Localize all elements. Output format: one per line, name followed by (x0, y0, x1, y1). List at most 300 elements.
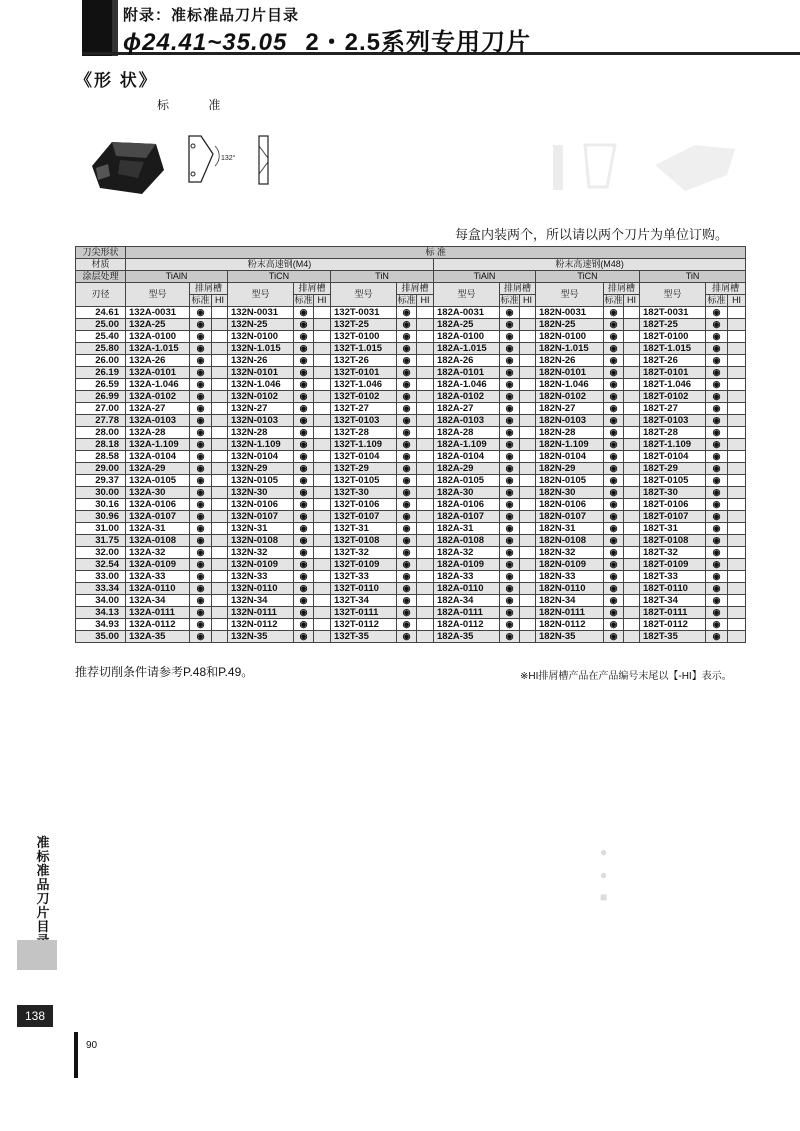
hi-mark-cell (314, 319, 331, 331)
model-cell: 182N-0103 (536, 415, 604, 427)
hi-mark-cell (520, 607, 536, 619)
model-cell: 132A-0102 (126, 391, 190, 403)
diameter-cell: 31.75 (76, 535, 126, 547)
table-row (76, 583, 746, 595)
model-cell: 182T-0105 (640, 475, 706, 487)
hi-mark-cell (520, 583, 536, 595)
hi-mark-cell (212, 439, 228, 451)
std-mark-cell: ◉ (294, 631, 314, 643)
model-cell: 182A-25 (434, 319, 500, 331)
std-mark-cell: ◉ (500, 559, 520, 571)
hi-mark-cell (728, 403, 746, 415)
std-mark-cell: ◉ (190, 619, 212, 631)
model-cell: 182N-25 (536, 319, 604, 331)
model-cell: 132N-0100 (228, 331, 294, 343)
hi-mark-cell (624, 367, 640, 379)
std-mark-cell: ◉ (604, 355, 624, 367)
hi-mark-cell (728, 475, 746, 487)
hi-mark-cell (314, 487, 331, 499)
hi-mark-cell (212, 631, 228, 643)
std-mark-cell: ◉ (604, 619, 624, 631)
hi-mark-cell (417, 631, 434, 643)
hi-mark-cell (624, 427, 640, 439)
model-cell: 182A-0105 (434, 475, 500, 487)
model-cell: 132T-35 (331, 631, 397, 643)
model-cell: 182T-31 (640, 523, 706, 535)
std-mark-cell: ◉ (500, 415, 520, 427)
hi-mark-cell (314, 355, 331, 367)
hi-mark-cell (417, 571, 434, 583)
model-cell: 132T-1.109 (331, 439, 397, 451)
model-cell: 182A-30 (434, 487, 500, 499)
hi-mark-cell (212, 391, 228, 403)
hi-mark-cell (417, 415, 434, 427)
std-mark-cell: ◉ (190, 415, 212, 427)
std-mark-cell: ◉ (397, 499, 417, 511)
standard-label: 标 准 (157, 98, 239, 112)
model-cell: 132N-31 (228, 523, 294, 535)
hi-mark-cell (624, 403, 640, 415)
model-cell: 132N-0108 (228, 535, 294, 547)
hi-mark-cell (417, 523, 434, 535)
hi-mark-cell (417, 355, 434, 367)
std-mark-cell: ◉ (294, 583, 314, 595)
hi-mark-cell (624, 415, 640, 427)
hi-mark-cell (314, 631, 331, 643)
hi-mark-cell (314, 331, 331, 343)
std-mark-cell: ◉ (294, 559, 314, 571)
std-mark-cell: ◉ (706, 583, 728, 595)
model-header: 型号 (434, 283, 500, 307)
hi-mark-cell (314, 307, 331, 319)
std-mark-cell: ◉ (604, 319, 624, 331)
hi-mark-cell (417, 475, 434, 487)
diameter-cell: 25.80 (76, 343, 126, 355)
std-mark-cell: ◉ (706, 499, 728, 511)
diameter-cell: 25.00 (76, 319, 126, 331)
hi-mark-cell (624, 307, 640, 319)
hi-mark-cell (520, 619, 536, 631)
model-cell: 182T-0107 (640, 511, 706, 523)
model-cell: 182N-28 (536, 427, 604, 439)
std-mark-cell: ◉ (294, 427, 314, 439)
model-cell: 132N-26 (228, 355, 294, 367)
model-cell: 182N-0104 (536, 451, 604, 463)
model-cell: 132A-33 (126, 571, 190, 583)
std-mark-cell: ◉ (397, 415, 417, 427)
std-mark-cell: ◉ (397, 487, 417, 499)
model-cell: 182A-26 (434, 355, 500, 367)
hi-mark-cell (520, 391, 536, 403)
hi-mark-cell (212, 403, 228, 415)
model-cell: 132T-0103 (331, 415, 397, 427)
table-row (76, 343, 746, 355)
std-mark-cell: ◉ (294, 331, 314, 343)
diameter-cell: 33.34 (76, 583, 126, 595)
std-mark-cell: ◉ (706, 511, 728, 523)
std-mark-cell: ◉ (294, 415, 314, 427)
hi-mark-cell (520, 319, 536, 331)
std-mark-cell: ◉ (397, 475, 417, 487)
std-mark-cell: ◉ (190, 307, 212, 319)
model-cell: 132A-31 (126, 523, 190, 535)
model-cell: 132T-1.046 (331, 379, 397, 391)
std-mark-cell: ◉ (500, 583, 520, 595)
std-mark-cell: ◉ (706, 607, 728, 619)
material-m48: 粉末高速钢(M48) (434, 259, 746, 271)
hi-mark-cell (417, 559, 434, 571)
hi-mark-cell (417, 463, 434, 475)
model-cell: 182N-0101 (536, 367, 604, 379)
hi-mark-cell (520, 439, 536, 451)
hi-mark-cell (520, 523, 536, 535)
std-mark-cell: ◉ (397, 319, 417, 331)
std-mark-cell: ◉ (190, 439, 212, 451)
std-mark-cell: ◉ (500, 619, 520, 631)
hi-mark-cell (520, 559, 536, 571)
row-label-diameter: 刃径 (76, 283, 126, 307)
diameter-cell: 26.00 (76, 355, 126, 367)
hi-mark-cell (624, 379, 640, 391)
hi-mark-cell (520, 571, 536, 583)
hi-mark-cell (417, 391, 434, 403)
hi-mark-cell (520, 307, 536, 319)
model-cell: 132N-33 (228, 571, 294, 583)
hi-mark-cell (520, 487, 536, 499)
model-cell: 132N-0031 (228, 307, 294, 319)
std-mark-cell: ◉ (397, 379, 417, 391)
hi-mark-cell (520, 451, 536, 463)
hi-mark-cell (212, 475, 228, 487)
catalog-table (75, 246, 746, 643)
hi-mark-cell (314, 595, 331, 607)
std-mark-cell: ◉ (294, 307, 314, 319)
model-cell: 132A-28 (126, 427, 190, 439)
std-mark-cell: ◉ (190, 499, 212, 511)
std-mark-cell: ◉ (294, 535, 314, 547)
coating-header: TiCN (536, 271, 640, 283)
model-cell: 182T-0100 (640, 331, 706, 343)
hi-mark-cell (212, 559, 228, 571)
std-mark-cell: ◉ (500, 391, 520, 403)
std-mark-cell: ◉ (706, 535, 728, 547)
std-mark-cell: ◉ (500, 511, 520, 523)
diameter-cell: 28.58 (76, 451, 126, 463)
table-row (76, 571, 746, 583)
std-mark-cell: ◉ (500, 355, 520, 367)
hi-mark-cell (212, 499, 228, 511)
row-label-material: 材质 (76, 259, 126, 271)
model-cell: 132N-34 (228, 595, 294, 607)
model-cell: 132T-0101 (331, 367, 397, 379)
model-cell: 182A-0104 (434, 451, 500, 463)
model-cell: 132N-0101 (228, 367, 294, 379)
model-header: 型号 (536, 283, 604, 307)
model-cell: 132A-0031 (126, 307, 190, 319)
model-cell: 132N-0104 (228, 451, 294, 463)
model-cell: 182T-0103 (640, 415, 706, 427)
diameter-cell: 28.00 (76, 427, 126, 439)
hi-mark-cell (314, 619, 331, 631)
hi-mark-cell (212, 571, 228, 583)
std-mark-cell: ◉ (706, 619, 728, 631)
std-mark-cell: ◉ (294, 463, 314, 475)
std-mark-cell: ◉ (294, 607, 314, 619)
std-mark-cell: ◉ (604, 367, 624, 379)
model-cell: 182T-1.015 (640, 343, 706, 355)
hi-mark-cell (728, 535, 746, 547)
std-mark-cell: ◉ (397, 559, 417, 571)
model-cell: 132A-30 (126, 487, 190, 499)
hi-mark-cell (728, 331, 746, 343)
hi-mark-cell (624, 331, 640, 343)
table-row (76, 523, 746, 535)
std-mark-cell: ◉ (706, 367, 728, 379)
hi-mark-cell (624, 319, 640, 331)
hi-mark-cell (520, 415, 536, 427)
std-mark-cell: ◉ (190, 319, 212, 331)
hi-mark-cell (728, 523, 746, 535)
model-cell: 132T-27 (331, 403, 397, 415)
hi-mark-cell (212, 367, 228, 379)
model-cell: 132A-0106 (126, 499, 190, 511)
std-mark-cell: ◉ (190, 463, 212, 475)
hi-mark-cell (520, 463, 536, 475)
hi-mark-cell (728, 559, 746, 571)
model-cell: 132T-0107 (331, 511, 397, 523)
hi-mark-cell (728, 307, 746, 319)
hi-mark-cell (212, 583, 228, 595)
model-cell: 182T-26 (640, 355, 706, 367)
table-row (76, 535, 746, 547)
model-cell: 182T-29 (640, 463, 706, 475)
std-mark-cell: ◉ (706, 451, 728, 463)
model-cell: 132A-0100 (126, 331, 190, 343)
std-mark-cell: ◉ (294, 499, 314, 511)
model-cell: 182A-27 (434, 403, 500, 415)
hi-mark-cell (728, 607, 746, 619)
chipbreaker-header: 排屑槽 (190, 283, 228, 295)
model-cell: 132A-0103 (126, 415, 190, 427)
diameter-cell: 34.93 (76, 619, 126, 631)
hi-mark-cell (314, 463, 331, 475)
model-cell: 132A-0104 (126, 451, 190, 463)
std-mark-cell: ◉ (190, 631, 212, 643)
std-mark-cell: ◉ (706, 547, 728, 559)
diameter-cell: 32.54 (76, 559, 126, 571)
hi-mark-cell (624, 631, 640, 643)
model-cell: 182A-33 (434, 571, 500, 583)
diameter-cell: 33.00 (76, 571, 126, 583)
std-mark-cell: ◉ (397, 547, 417, 559)
table-row (76, 451, 746, 463)
hi-mark-cell (314, 523, 331, 535)
model-cell: 132A-0101 (126, 367, 190, 379)
model-cell: 182N-27 (536, 403, 604, 415)
std-mark-cell: ◉ (604, 391, 624, 403)
model-cell: 132T-0106 (331, 499, 397, 511)
hi-mark-cell (520, 367, 536, 379)
table-row (76, 379, 746, 391)
hi-mark-cell (417, 487, 434, 499)
std-mark-cell: ◉ (706, 331, 728, 343)
model-cell: 132T-25 (331, 319, 397, 331)
hi-header: HI (212, 295, 228, 307)
hi-mark-cell (212, 355, 228, 367)
title-series: 2・2.5系列专用刀片 (305, 29, 532, 56)
diameter-cell: 27.78 (76, 415, 126, 427)
hi-mark-cell (212, 379, 228, 391)
coating-header: TiAlN (434, 271, 536, 283)
table-row (76, 427, 746, 439)
std-mark-cell: ◉ (294, 451, 314, 463)
hi-mark-cell (624, 583, 640, 595)
model-cell: 132N-0103 (228, 415, 294, 427)
std-mark-cell: ◉ (706, 355, 728, 367)
diameter-cell: 25.40 (76, 331, 126, 343)
hi-mark-cell (314, 439, 331, 451)
diameter-cell: 34.13 (76, 607, 126, 619)
hi-mark-cell (520, 427, 536, 439)
diameter-cell: 26.19 (76, 367, 126, 379)
std-mark-cell: ◉ (706, 523, 728, 535)
hi-mark-cell (728, 427, 746, 439)
std-mark-cell: ◉ (706, 427, 728, 439)
hi-mark-cell (520, 403, 536, 415)
chipbreaker-header: 排屑槽 (706, 283, 746, 295)
std-mark-cell: ◉ (500, 595, 520, 607)
model-cell: 182A-0112 (434, 619, 500, 631)
coating-header: TiN (331, 271, 434, 283)
hi-mark-cell (728, 487, 746, 499)
hi-mark-cell (728, 595, 746, 607)
model-cell: 182N-0111 (536, 607, 604, 619)
model-cell: 132N-0110 (228, 583, 294, 595)
std-mark-cell: ◉ (500, 451, 520, 463)
std-mark-cell: ◉ (397, 403, 417, 415)
model-cell: 182T-34 (640, 595, 706, 607)
model-cell: 132A-0107 (126, 511, 190, 523)
header-black-bar (82, 0, 112, 56)
std-mark-cell: ◉ (397, 343, 417, 355)
model-header: 型号 (228, 283, 294, 307)
std-mark-cell: ◉ (397, 391, 417, 403)
model-cell: 182T-0106 (640, 499, 706, 511)
model-cell: 132T-0111 (331, 607, 397, 619)
model-cell: 132N-1.109 (228, 439, 294, 451)
std-mark-cell: ◉ (397, 439, 417, 451)
hi-mark-cell (728, 319, 746, 331)
hi-mark-cell (624, 499, 640, 511)
hi-mark-cell (212, 619, 228, 631)
std-mark-cell: ◉ (294, 619, 314, 631)
model-cell: 132T-0105 (331, 475, 397, 487)
hi-mark-cell (520, 499, 536, 511)
std-mark-cell: ◉ (706, 343, 728, 355)
std-mark-cell: ◉ (500, 379, 520, 391)
chipbreaker-header: 排屑槽 (294, 283, 331, 295)
model-cell: 182T-1.046 (640, 379, 706, 391)
bleed-through-mark: ● (600, 868, 608, 882)
model-cell: 182N-1.046 (536, 379, 604, 391)
std-mark-cell: ◉ (190, 451, 212, 463)
table-row (76, 595, 746, 607)
model-cell: 182A-28 (434, 427, 500, 439)
std-mark-cell: ◉ (294, 367, 314, 379)
std-mark-cell: ◉ (604, 331, 624, 343)
std-mark-cell: ◉ (397, 631, 417, 643)
std-mark-cell: ◉ (397, 331, 417, 343)
hi-mark-cell (314, 475, 331, 487)
std-mark-cell: ◉ (294, 355, 314, 367)
diameter-cell: 35.00 (76, 631, 126, 643)
model-cell: 182A-31 (434, 523, 500, 535)
model-cell: 182N-30 (536, 487, 604, 499)
std-mark-cell: ◉ (706, 319, 728, 331)
model-cell: 182N-0105 (536, 475, 604, 487)
std-mark-cell: ◉ (190, 583, 212, 595)
hi-mark-cell (212, 535, 228, 547)
model-cell: 132N-29 (228, 463, 294, 475)
model-cell: 132T-34 (331, 595, 397, 607)
std-header: 标准 (707, 295, 726, 305)
model-cell: 182A-0102 (434, 391, 500, 403)
hi-mark-cell (417, 607, 434, 619)
model-cell: 182A-1.109 (434, 439, 500, 451)
shape-heading: 《形 状》 (75, 71, 158, 90)
hi-mark-cell (417, 307, 434, 319)
hi-mark-cell (314, 343, 331, 355)
hi-mark-cell (520, 547, 536, 559)
model-cell: 182N-0110 (536, 583, 604, 595)
hi-header: HI (624, 295, 640, 307)
std-mark-cell: ◉ (294, 523, 314, 535)
std-mark-cell: ◉ (604, 439, 624, 451)
model-cell: 182T-27 (640, 403, 706, 415)
table-row (76, 355, 746, 367)
cutting-condition-note: 推荐切削条件请参考P.48和P.49。 (75, 665, 254, 679)
model-cell: 182T-0109 (640, 559, 706, 571)
model-cell: 132N-1.046 (228, 379, 294, 391)
std-mark-cell: ◉ (190, 391, 212, 403)
header-title (123, 22, 531, 57)
model-cell: 132T-1.015 (331, 343, 397, 355)
hi-mark-cell (624, 619, 640, 631)
hi-mark-cell (417, 319, 434, 331)
std-mark-cell: ◉ (500, 427, 520, 439)
model-cell: 182A-34 (434, 595, 500, 607)
hi-mark-cell (417, 499, 434, 511)
std-mark-cell: ◉ (604, 415, 624, 427)
model-cell: 182N-0106 (536, 499, 604, 511)
model-cell: 182A-0107 (434, 511, 500, 523)
hi-mark-cell (314, 547, 331, 559)
hi-mark-cell (728, 547, 746, 559)
std-mark-cell: ◉ (294, 379, 314, 391)
side-tab-label: 准标准品刀片目 (36, 835, 50, 934)
model-cell: 132T-33 (331, 571, 397, 583)
std-mark-cell: ◉ (294, 343, 314, 355)
hi-header: HI (417, 295, 434, 307)
model-cell: 132N-27 (228, 403, 294, 415)
std-mark-cell: ◉ (706, 463, 728, 475)
model-cell: 132A-26 (126, 355, 190, 367)
hi-mark-cell (624, 391, 640, 403)
page-number: 138 (17, 1005, 53, 1027)
model-cell: 182T-0104 (640, 451, 706, 463)
hi-mark-cell (417, 379, 434, 391)
model-cell: 132N-0112 (228, 619, 294, 631)
